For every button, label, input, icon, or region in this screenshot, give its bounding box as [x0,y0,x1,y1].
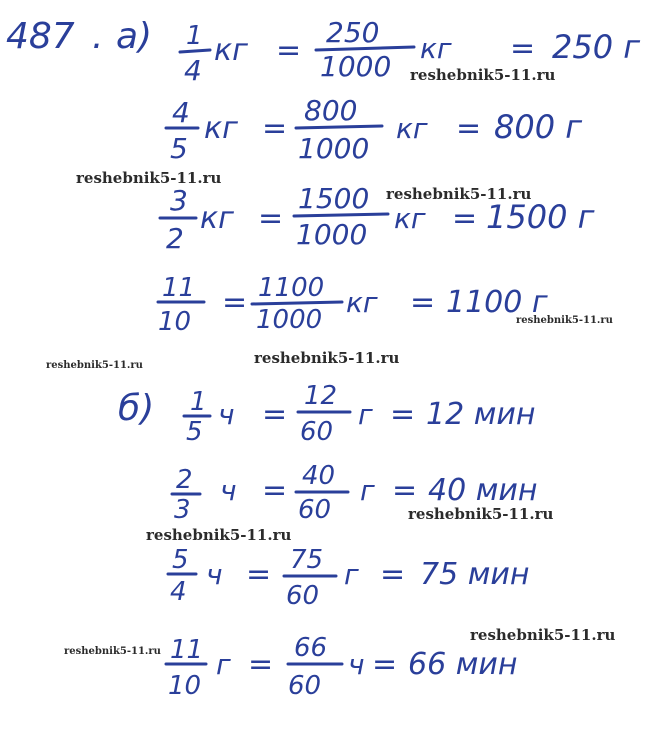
part-b-row-3 [168,545,529,611]
fraction-denominator: 4 [184,54,202,87]
rhs-numerator: 1100 [258,273,325,303]
watermark-1: reshebnik5-11.ru [410,66,556,84]
rhs-denominator: 1000 [256,305,323,335]
rhs-unit: кг [396,112,428,145]
result-value: 40 мин [428,473,538,508]
result-value: 1500 г [486,198,595,236]
fraction-denominator: 10 [158,307,192,337]
problem-number: 487 [6,16,75,57]
fraction-numerator: 1 [186,21,203,51]
equals-sign-2: = [390,397,416,432]
result-value: 12 мин [426,397,536,432]
rhs-numerator: 40 [302,461,336,491]
fraction-numerator: 2 [176,465,193,495]
rhs-unit: г [360,474,375,507]
rhs-fraction-bar [296,126,382,128]
rhs-denominator: 60 [298,495,332,525]
unit-label: ч [218,398,235,431]
unit-label: г [216,648,231,681]
equals-sign-2: = [372,647,398,682]
rhs-fraction-bar [252,302,342,304]
equals-sign: = [262,111,288,146]
part-a-row-4 [158,273,548,337]
part-a-label: а) [116,16,153,57]
fraction-numerator: 5 [172,545,189,575]
equals-sign-2: = [456,111,482,146]
watermark-9: reshebnik5-11.ru [470,626,616,644]
result-value: 66 мин [408,647,518,682]
fraction-denominator: 5 [170,132,188,165]
fraction-denominator: 3 [174,495,191,525]
watermark-7: reshebnik5-11.ru [408,505,554,523]
part-b-row-1 [184,381,535,447]
watermark-8: reshebnik5-11.ru [146,526,292,544]
fraction-denominator: 2 [166,222,184,255]
part-a-row-2 [166,94,582,165]
rhs-numerator: 66 [294,633,328,663]
rhs-numerator: 250 [326,16,380,49]
fraction-numerator: 11 [170,635,204,665]
equals-sign: = [246,557,272,592]
rhs-numerator: 75 [290,545,324,575]
unit-label: ч [206,558,223,591]
equals-sign: = [222,285,248,320]
fraction-denominator: 5 [186,417,203,447]
problem-number-dot: . [92,16,104,57]
result-value: 800 г [494,108,583,146]
watermark-6: reshebnik5-11.ru [254,349,400,367]
rhs-numerator: 1500 [298,182,370,215]
rhs-numerator: 12 [304,381,338,411]
fraction-numerator: 11 [162,273,196,303]
watermark-10: reshebnik5-11.ru [64,646,161,657]
equals-sign: = [276,33,302,68]
rhs-fraction-bar [294,214,388,216]
equals-sign: = [258,201,284,236]
unit-label: кг [214,33,248,68]
fraction-numerator: 1 [190,387,207,417]
rhs-denominator: 1000 [296,218,368,251]
equals-sign-2: = [410,285,436,320]
equals-sign: = [262,397,288,432]
unit-label: ч [220,474,237,507]
rhs-unit: кг [346,286,378,319]
equals-sign: = [262,473,288,508]
unit-label: кг [204,111,238,146]
watermark-5: reshebnik5-11.ru [46,360,143,371]
equals-sign-2: = [380,557,406,592]
equals-sign: = [248,647,274,682]
result-value: 1100 г [446,285,548,320]
watermark-4: reshebnik5-11.ru [516,315,613,326]
rhs-denominator: 1000 [320,50,392,83]
rhs-unit: г [344,558,359,591]
rhs-unit: кг [394,202,426,235]
rhs-unit: ч [348,648,365,681]
unit-label: кг [200,201,234,236]
rhs-unit: г [358,398,373,431]
result-value: 250 г [552,28,641,66]
part-b-row-4 [166,633,517,701]
fraction-numerator: 4 [172,96,190,129]
watermark-2: reshebnik5-11.ru [76,169,222,187]
equals-sign-2: = [452,201,478,236]
rhs-unit: кг [420,32,452,65]
rhs-denominator: 60 [288,671,322,701]
part-b-label: б) [118,388,155,429]
equals-sign-2: = [510,31,536,66]
fraction-denominator: 4 [170,577,187,607]
fraction-bar [180,50,210,52]
fraction-denominator: 10 [168,671,202,701]
rhs-denominator: 1000 [298,132,370,165]
rhs-denominator: 60 [286,581,320,611]
result-value: 75 мин [420,557,530,592]
rhs-denominator: 60 [300,417,334,447]
watermark-3: reshebnik5-11.ru [386,185,532,203]
rhs-numerator: 800 [304,94,358,127]
equals-sign-2: = [392,473,418,508]
fraction-numerator: 3 [170,184,188,217]
